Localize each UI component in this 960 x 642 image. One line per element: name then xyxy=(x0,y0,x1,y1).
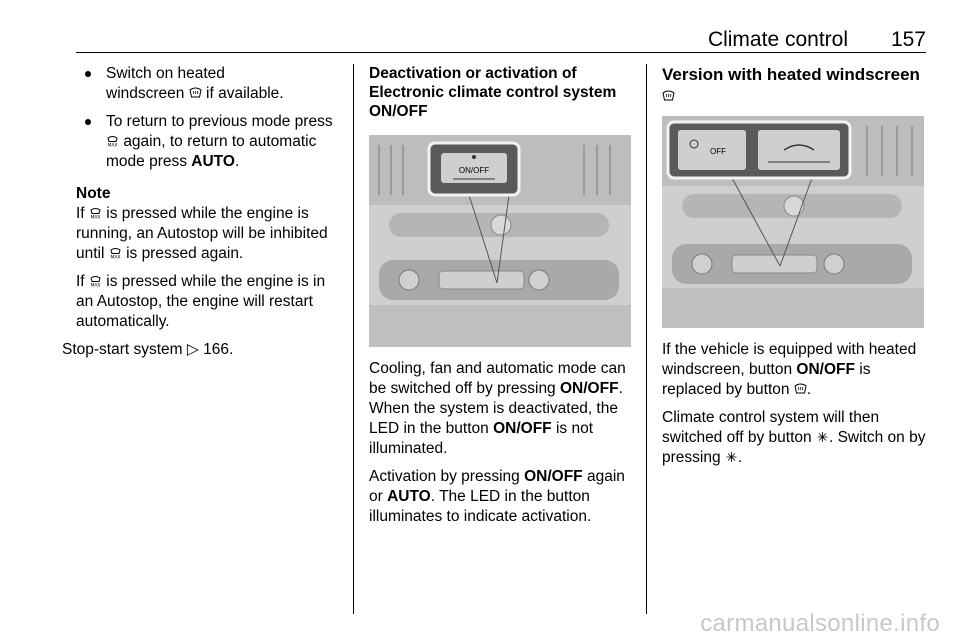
column-1 xyxy=(62,64,344,368)
column-3 xyxy=(662,64,928,476)
max-defrost-icon xyxy=(109,247,122,259)
fan-off-icon xyxy=(816,431,829,443)
paragraph: Cooling, fan and automatic mode can be switched off by pressing ON/OFF. When the system is deactivated, the LED in the button ON/OFF is not illuminated. xyxy=(369,360,626,457)
list-item: Switch on heated windscreen if available. xyxy=(76,64,344,104)
max-defrost-icon xyxy=(89,207,102,219)
section-title: Version with heated windscreen xyxy=(662,64,928,106)
column-divider xyxy=(353,64,354,614)
section-title: Deactivation or activation of Electronic climate control system ON/OFF xyxy=(369,65,617,120)
page-number: 157 xyxy=(890,28,926,51)
column-divider xyxy=(646,64,647,614)
paragraph: Climate control system will then switched off by button . Switch on by pressing . xyxy=(662,409,926,466)
cross-reference: Stop-start system ▷ 166. xyxy=(62,341,234,358)
max-defrost-icon xyxy=(89,275,102,287)
heated-windscreen-icon xyxy=(189,87,202,99)
fan-icon xyxy=(725,451,738,463)
header-title: Climate control xyxy=(707,28,848,51)
column-2 xyxy=(369,64,634,535)
heated-windscreen-panel-photo xyxy=(662,116,924,328)
photo-label: ON/OFF xyxy=(458,166,490,175)
paragraph: Activation by pressing ON/OFF again or AUTO. The LED in the button illuminates to indicate activation. xyxy=(369,468,625,525)
watermark: carmanualsonline.info xyxy=(700,610,940,637)
note-paragraph: If is pressed while the engine is running, an Autostop will be inhibited until is pressed again. xyxy=(76,205,328,262)
list-item: To return to previous mode press again, to return to automatic mode press AUTO. xyxy=(76,112,344,172)
paragraph: If the vehicle is equipped with heated windscreen, button ON/OFF is replaced by button . xyxy=(662,341,917,398)
heated-windscreen-icon xyxy=(794,383,807,395)
photo-label: OFF xyxy=(710,147,726,156)
climate-panel-photo xyxy=(369,135,631,347)
note-label: Note xyxy=(76,185,111,202)
bullet-dot xyxy=(85,119,91,125)
reference-arrow-icon: ▷ xyxy=(186,341,199,358)
heated-windscreen-icon xyxy=(662,90,675,102)
page-header xyxy=(76,26,926,53)
bullet-dot xyxy=(85,71,91,77)
max-defrost-icon xyxy=(106,135,119,147)
note-paragraph: If is pressed while the engine is in an Autostop, the engine will restart automatically. xyxy=(76,273,326,330)
